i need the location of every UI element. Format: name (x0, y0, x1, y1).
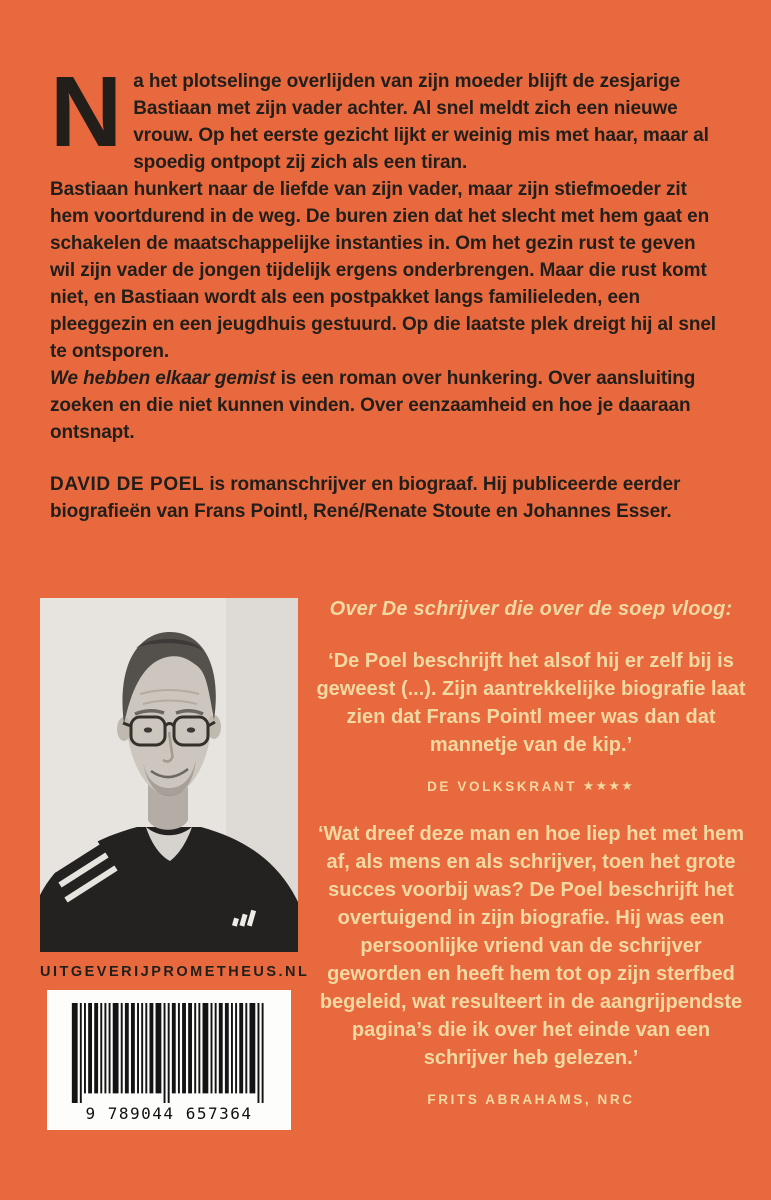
review-source: DE VOLKSKRANT (427, 779, 578, 794)
press-reviews (312, 598, 750, 1107)
isbn-number: 9 789044 657364 (85, 1104, 253, 1123)
synopsis-paragraph-1 (50, 56, 718, 176)
author-portrait-photo (40, 598, 298, 952)
author-bio (50, 471, 718, 525)
synopsis (50, 56, 718, 525)
author-portrait-illustration (40, 598, 298, 952)
star-rating: ★★★★ (583, 780, 635, 793)
author-name: DAVID DE POEL (50, 474, 205, 495)
publisher-website: UITGEVERIJPROMETHEUS.NL (40, 964, 310, 980)
reviewed-book-title: De schrijver die over de soep vloog (381, 598, 726, 620)
author-bio-text: is romanschrijver en biograaf. Hij publiceerde eerder biografieën van Frans Pointl, René/Renate Stoute en Johannes Esser. (50, 474, 681, 522)
review-heading-suffix: : (725, 598, 733, 620)
synopsis-paragraph-3 (50, 365, 718, 446)
paragraph-text: is een roman over hunkering. Over aansluiting zoeken en die niet kunnen vinden. Over eenzaamheid en hoe je daaraan ontsnapt. (50, 368, 696, 443)
book-title: We hebben elkaar gemist (50, 368, 276, 389)
paragraph-text: a het plotselinge overlijden van zijn moeder blijft de zesjarige Bastiaan met zijn vader achter. Al snel meldt zich een nieuwe vrouw. Op het eerste gezicht lijkt er weinig mis met haar, maar al spoedig ontpopt zij zich als een tiran. (133, 71, 709, 173)
review-attribution-1 (312, 779, 750, 794)
barcode (47, 990, 291, 1130)
left-column (40, 598, 310, 1130)
synopsis-paragraph-2 (50, 176, 718, 365)
review-quote-1: ‘De Poel beschrijft het alsof hij er zelf bij is geweest (...). Zijn aantrekkelijke biografie laat zien dat Frans Pointl meer was dan dat mannetje van de kip.’ (316, 650, 746, 756)
review-attribution-2: FRITS ABRAHAMS, NRC (427, 1092, 635, 1107)
review-heading-prefix: Over (329, 598, 382, 620)
drop-cap: N (50, 56, 120, 168)
review-quote-2: ‘Wat dreef deze man en hoe liep het met hem af, als mens en als schrijver, toen het grote succes voorbij was? De Poel beschrijft het overtuigend in zijn biografie. Hij was een persoonlijke vriend van de schrijver geworden en heeft hem tot op zijn sterfbed begeleid, wat resulteert in de aangrijpendste pagina’s die ik over het einde van een schrijver heb gelezen.’ (317, 823, 744, 1069)
paragraph-text: Bastiaan hunkert naar de liefde van zijn vader, maar zijn stiefmoeder zit hem voortdurend in de weg. De buren zien dat het slecht met hem gaat en schakelen de maatschappelijke instanties in. Om het gezin rust te geven wil zijn vader de jongen tijdelijk ergens onderbrengen. Maar die rust komt niet, en Bastiaan wordt als een postpakket langs familieleden, een pleeggezin en een jeugdhuis gestuurd. Op die laatste plek dreigt hij al snel te ontsporen. (50, 179, 716, 362)
review-heading (312, 598, 750, 621)
barcode-bars (70, 1003, 268, 1103)
